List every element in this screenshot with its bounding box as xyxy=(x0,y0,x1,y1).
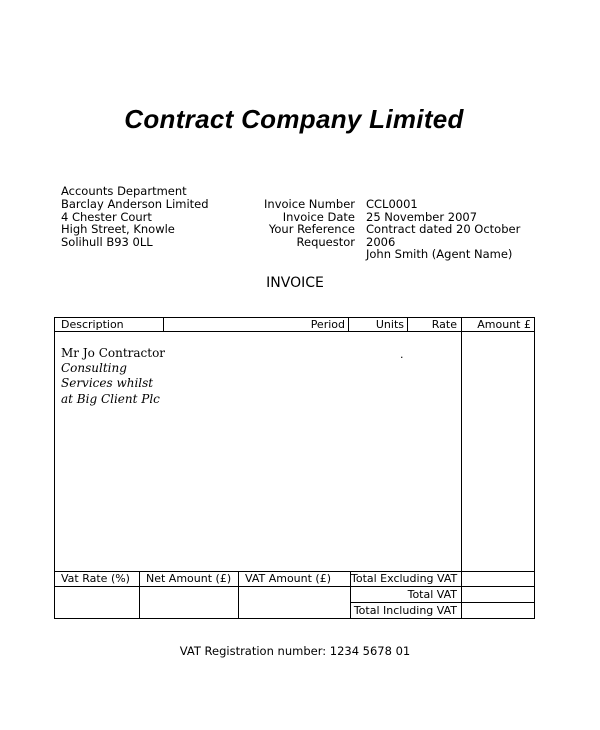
requestor-value: John Smith (Agent Name) xyxy=(366,247,513,262)
invoice-meta-labels xyxy=(220,198,355,248)
item-desc-line: Consulting xyxy=(61,361,127,376)
invoice-date-value: 25 November 2007 xyxy=(366,209,478,224)
vat-rate-label: Vat Rate (%) xyxy=(61,572,130,585)
total-excl-vat-label: Total Excluding VAT xyxy=(351,572,458,585)
total-vat-label: Total VAT xyxy=(407,588,457,601)
col-period: Period xyxy=(310,318,345,331)
address-line: High Street, Knowle xyxy=(61,222,175,237)
col-amount: Amount £ xyxy=(477,318,531,331)
col-rate: Rate xyxy=(431,318,457,331)
address-line: Solihull B93 0LL xyxy=(61,235,153,250)
invoice-heading: INVOICE xyxy=(266,275,324,291)
requestor-label: Requestor xyxy=(296,234,355,249)
item-name: Mr Jo Contractor xyxy=(61,346,166,360)
billing-address xyxy=(61,185,209,249)
col-description: Description xyxy=(61,318,124,331)
vat-amount-label: VAT Amount (£) xyxy=(245,572,332,585)
total-incl-vat-label: Total Including VAT xyxy=(353,604,457,617)
company-name: Contract Company Limited xyxy=(124,104,464,134)
address-line: 4 Chester Court xyxy=(61,209,152,224)
address-line: Accounts Department xyxy=(61,184,187,198)
item-desc-line: at Big Client Plc xyxy=(61,391,160,406)
invoice-date-label: Invoice Date xyxy=(282,209,355,224)
item-units-mark: . xyxy=(400,348,404,361)
col-units: Units xyxy=(375,318,404,331)
invoice-number-label: Invoice Number xyxy=(264,197,355,211)
invoice-meta-values xyxy=(366,198,520,261)
reference-value-cont: 2006 xyxy=(366,234,396,249)
net-amount-label: Net Amount (£) xyxy=(146,572,232,585)
item-desc-line: Services whilst xyxy=(61,376,154,391)
vat-registration: VAT Registration number: 1234 5678 01 xyxy=(179,644,411,658)
line-item xyxy=(61,346,165,407)
address-line: Barclay Anderson Limited xyxy=(61,196,209,211)
reference-label: Your Reference xyxy=(268,222,355,237)
invoice-number-value: CCL0001 xyxy=(366,197,418,211)
reference-value: Contract dated 20 October xyxy=(366,222,521,237)
